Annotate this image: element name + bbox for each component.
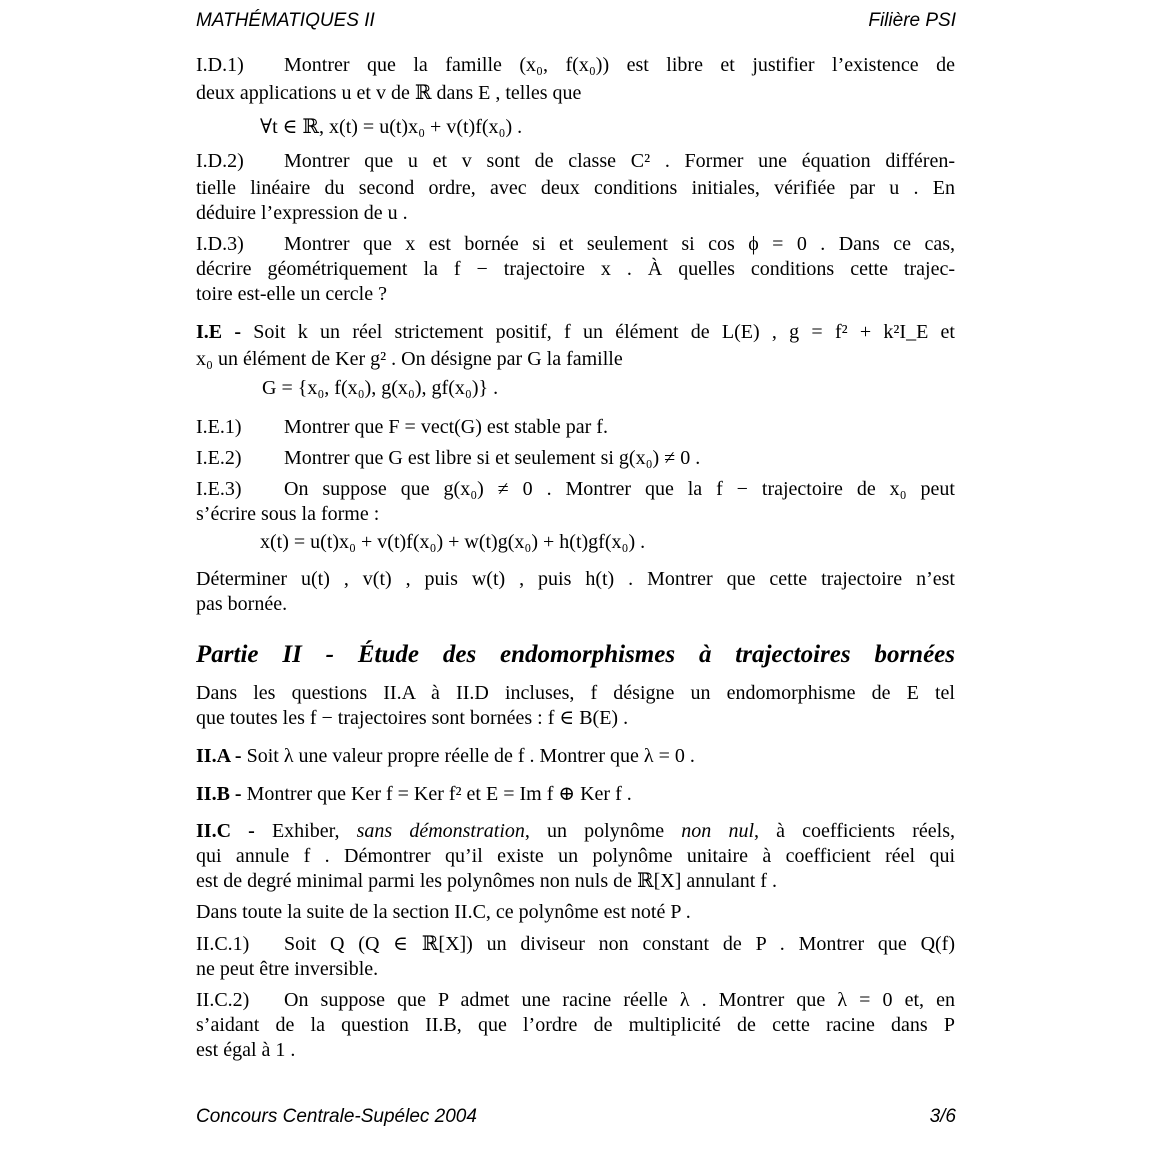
- text: Montrer que x est bornée si et seulement si cos ϕ = 0 . Dans ce cas,: [284, 233, 955, 255]
- emphasis: non nul: [681, 820, 754, 842]
- text: tielle linéaire du second ordre, avec deux conditions initiales, vérifiée par u . En: [196, 177, 955, 199]
- text-line: [196, 681, 955, 706]
- text-line: [196, 320, 955, 345]
- text: Soit k un réel strictement positif, f un élément de L(E) , g = f² + k²I_E et: [241, 321, 955, 343]
- text: est de degré minimal parmi les polynômes non nuls de ℝ[X] annulant f .: [196, 870, 777, 892]
- header-track: Filière PSI: [868, 10, 956, 31]
- text: x(t) = u(t)x₀ + v(t)f(x₀) + w(t)g(x₀) + h(t)gf(x₀) .: [260, 531, 646, 553]
- text-line: [196, 446, 955, 471]
- text-line: [196, 819, 955, 844]
- text: x₀ un élément de Ker g² . On désigne par G la famille: [196, 348, 623, 370]
- text-line: [196, 149, 955, 174]
- text-line: [196, 232, 955, 257]
- text: Montrer que Ker f = Ker f² et E = Im f ⊕ Ker f .: [241, 783, 632, 805]
- text: déduire l’expression de u .: [196, 202, 408, 224]
- text-line: [196, 706, 955, 731]
- page-number: 3/6: [929, 1106, 956, 1127]
- text: toire est-elle un cercle ?: [196, 283, 387, 305]
- text: Dans toute la suite de la section II.C, ce polynôme est noté P .: [196, 901, 691, 923]
- section-heading: Partie II - Étude des endomorphismes à trajectoires bornées: [196, 641, 955, 668]
- question-number: I.D.1): [196, 54, 244, 76]
- text: Montrer que u et v sont de classe C² . Former une équation différen-: [284, 150, 955, 172]
- text: deux applications u et v de ℝ dans E , telles que: [196, 82, 582, 104]
- question-number: II.C.2): [196, 989, 250, 1011]
- text: Montrer que la famille (x₀, f(x₀)) est libre et justifier l’existence de: [284, 54, 955, 76]
- text-line: [196, 869, 955, 894]
- text-line: [196, 567, 955, 592]
- text-line: [196, 782, 955, 807]
- question-number: I.D.3): [196, 233, 244, 255]
- text: qui annule f . Démontrer qu’il existe un polynôme unitaire à coefficient réel qui: [196, 845, 955, 867]
- text: , à coefficients réels,: [754, 820, 955, 842]
- header-subject: MATHÉMATIQUES II: [196, 10, 375, 31]
- text-line: [196, 257, 955, 282]
- question-number: II.C.1): [196, 933, 250, 955]
- text: que toutes les f − trajectoires sont bornées : f ∈ B(E) .: [196, 707, 629, 729]
- text-line: [260, 530, 1019, 555]
- text-line: [196, 957, 955, 982]
- footer-contest: Concours Centrale-Supélec 2004: [196, 1106, 477, 1127]
- text: On suppose que g(x₀) ≠ 0 . Montrer que la f − trajectoire de x₀ peut: [284, 478, 955, 500]
- text: s’écrire sous la forme :: [196, 503, 380, 525]
- text-line: [196, 282, 955, 307]
- question-number: I.E.3): [196, 478, 242, 500]
- text-line: [196, 81, 955, 106]
- text-line: [196, 477, 955, 502]
- text: G = {x₀, f(x₀), g(x₀), gf(x₀)} .: [262, 377, 499, 399]
- text-line: [196, 592, 955, 617]
- text: décrire géométriquement la f − trajectoire x . À quelles conditions cette trajec-: [196, 258, 955, 280]
- text-line: [196, 201, 955, 226]
- text: On suppose que P admet une racine réelle λ . Montrer que λ = 0 et, en: [284, 989, 955, 1011]
- text: Soit Q (Q ∈ ℝ[X]) un diviseur non constant de P . Montrer que Q(f): [284, 933, 955, 955]
- text-line: [196, 1038, 955, 1063]
- question-number: I.E.2): [196, 447, 242, 469]
- text-line: [196, 744, 955, 769]
- text: Soit λ une valeur propre réelle de f . Montrer que λ = 0 .: [241, 745, 695, 767]
- text-line: [196, 502, 955, 527]
- text: s’aidant de la question II.B, que l’ordre de multiplicité de cette racine dans P: [196, 1014, 955, 1036]
- text: Déterminer u(t) , v(t) , puis w(t) , puis h(t) . Montrer que cette trajectoire n’est: [196, 568, 955, 590]
- text: est égal à 1 .: [196, 1039, 296, 1061]
- emphasis: sans démonstration: [356, 820, 525, 842]
- question-number: I.D.2): [196, 150, 244, 172]
- text-line: [196, 1013, 955, 1038]
- text-line: [262, 376, 1021, 401]
- text-line: [196, 932, 955, 957]
- section-label: II.C -: [196, 820, 255, 842]
- text-line: [196, 900, 955, 925]
- section-label: II.B -: [196, 783, 242, 805]
- text: ne peut être inversible.: [196, 958, 379, 980]
- text: Exhiber,: [254, 820, 357, 842]
- text: ∀t ∈ ℝ, x(t) = u(t)x₀ + v(t)f(x₀) .: [260, 116, 523, 138]
- text: Montrer que F = vect(G) est stable par f.: [284, 416, 608, 438]
- text-line: [196, 988, 955, 1013]
- text-line: [196, 53, 955, 78]
- text-line: [196, 347, 955, 372]
- text-line: [196, 844, 955, 869]
- text: Dans les questions II.A à II.D incluses, f désigne un endomorphisme de E tel: [196, 682, 955, 704]
- text: pas bornée.: [196, 593, 288, 615]
- text-line: [260, 115, 1019, 140]
- section-label: I.E -: [196, 321, 242, 343]
- text: , un polynôme: [524, 820, 682, 842]
- text-line: [196, 415, 955, 440]
- text: Montrer que G est libre si et seulement si g(x₀) ≠ 0 .: [284, 447, 701, 469]
- question-number: I.E.1): [196, 416, 242, 438]
- text-line: [196, 176, 955, 201]
- section-label: II.A -: [196, 745, 242, 767]
